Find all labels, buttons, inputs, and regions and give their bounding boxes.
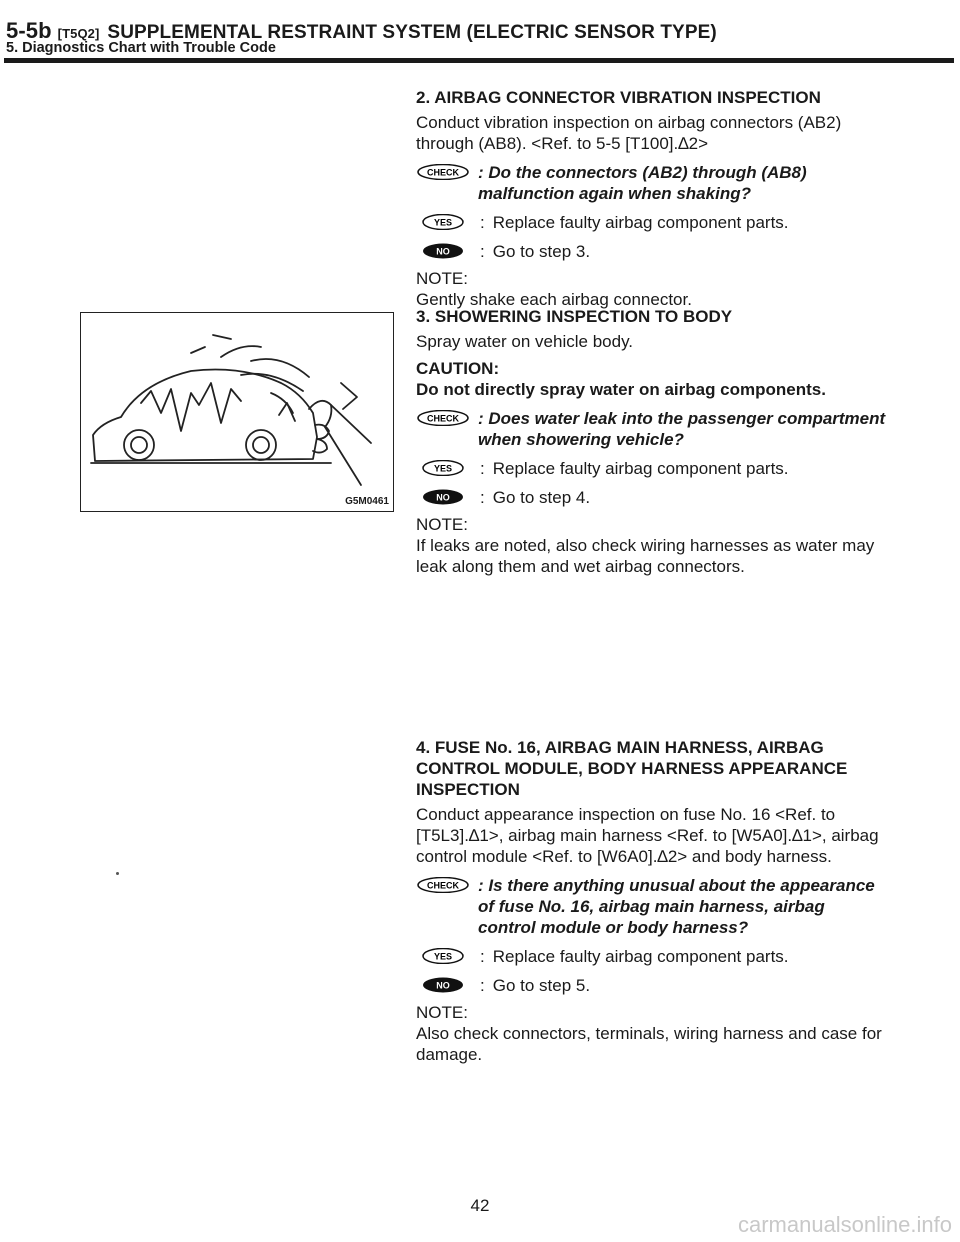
- no-badge-icon: [416, 976, 470, 994]
- step-2-section: [416, 87, 886, 310]
- section-title: SUPPLEMENTAL RESTRAINT SYSTEM (ELECTRIC SENSOR TYPE): [107, 22, 717, 43]
- yes-badge-icon: [416, 459, 470, 477]
- step-3-caution-label: CAUTION:: [416, 359, 500, 378]
- step-4-body: Conduct appearance inspection on fuse No. 16 <Ref. to [T5L3].∆1>, airbag main harness <Ref. to [W5A0].∆1>, airbag control module <Ref. to [W6A0].∆2> and body harness.: [416, 805, 879, 866]
- yes-badge-text: YES: [433, 951, 453, 962]
- yes-badge-text: YES: [433, 217, 453, 228]
- step-2-yes-row: YES : Replace faulty airbag component parts.: [416, 212, 886, 233]
- step-4-section: [416, 737, 886, 1065]
- yes-badge-text: YES: [433, 463, 453, 474]
- step-3-caution: Do not directly spray water on airbag components.: [416, 380, 826, 399]
- page-number: 42: [470, 1196, 490, 1215]
- step-2-note: Gently shake each airbag connector.: [416, 290, 692, 309]
- step-3-yes-action: Replace faulty airbag component parts.: [492, 459, 789, 478]
- step-4-yes-action: Replace faulty airbag component parts.: [492, 947, 789, 966]
- step-3-no-row: NO : Go to step 4.: [416, 487, 886, 508]
- step-3-body: Spray water on vehicle body.: [416, 332, 634, 351]
- step-4-no-action: Go to step 5.: [492, 976, 591, 995]
- step-3-no-action: Go to step 4.: [492, 488, 591, 507]
- page-subtitle: 5. Diagnostics Chart with Trouble Code: [6, 40, 276, 56]
- car-shower-figure: [80, 312, 394, 512]
- figure-code: G5M0461: [345, 496, 389, 507]
- no-badge-text: NO: [436, 492, 450, 503]
- step-2-note-label: NOTE:: [416, 269, 468, 288]
- no-badge-text: NO: [436, 980, 450, 991]
- yes-badge-icon: [416, 213, 470, 231]
- check-badge-text: CHECK: [426, 167, 460, 178]
- no-badge-icon: [416, 488, 470, 506]
- step-4-no-row: NO : Go to step 5.: [416, 975, 886, 996]
- step-3-check-row: [416, 408, 886, 450]
- step-3-check-question: : Does water leak into the passenger compartment when showering vehicle?: [478, 409, 886, 449]
- check-badge-text: CHECK: [426, 413, 460, 424]
- step-2-check-row: [416, 162, 886, 204]
- watermark: carmanualsonline.info: [737, 1212, 952, 1237]
- step-2-yes-action: Replace faulty airbag component parts.: [492, 213, 789, 232]
- no-badge-text: NO: [436, 246, 450, 257]
- step-4-heading: 4. FUSE No. 16, AIRBAG MAIN HARNESS, AIRBAG CONTROL MODULE, BODY HARNESS APPEARANCE INSPECTION: [416, 738, 848, 799]
- check-badge-icon: [416, 876, 470, 894]
- step-4-yes-row: YES : Replace faulty airbag component parts.: [416, 946, 886, 967]
- step-3-section: [416, 306, 886, 577]
- check-badge-icon: [416, 409, 470, 427]
- header-rule: [4, 58, 954, 63]
- step-3-note: If leaks are noted, also check wiring harnesses as water may leak along them and wet airbag connectors.: [416, 536, 875, 576]
- step-3-note-label: NOTE:: [416, 515, 468, 534]
- scan-speck: [116, 872, 119, 875]
- section-code: [T5Q2]: [57, 26, 100, 41]
- step-3-yes-row: YES : Replace faulty airbag component parts.: [416, 458, 886, 479]
- step-2-body: Conduct vibration inspection on airbag connectors (AB2) through (AB8). <Ref. to 5-5 [T100].∆2>: [416, 113, 842, 153]
- step-2-no-row: NO : Go to step 3.: [416, 241, 886, 262]
- step-4-note-label: NOTE:: [416, 1003, 468, 1022]
- check-badge-text: CHECK: [426, 880, 460, 891]
- step-4-note: Also check connectors, terminals, wiring harness and case for damage.: [416, 1024, 882, 1064]
- step-2-heading: 2. AIRBAG CONNECTOR VIBRATION INSPECTION: [416, 88, 821, 107]
- yes-badge-icon: [416, 947, 470, 965]
- step-4-check-row: [416, 875, 886, 938]
- check-badge-icon: [416, 163, 470, 181]
- step-2-no-action: Go to step 3.: [492, 242, 591, 261]
- step-4-check-question: : Is there anything unusual about the appearance of fuse No. 16, airbag main harness, airbag control module or body harness?: [478, 876, 875, 937]
- section-number: 5-5b: [6, 18, 52, 43]
- car-spray-illustration: [81, 313, 393, 511]
- step-2-check-question: : Do the connectors (AB2) through (AB8) malfunction again when shaking?: [478, 163, 807, 203]
- step-3-heading: 3. SHOWERING INSPECTION TO BODY: [416, 307, 733, 326]
- no-badge-icon: [416, 242, 470, 260]
